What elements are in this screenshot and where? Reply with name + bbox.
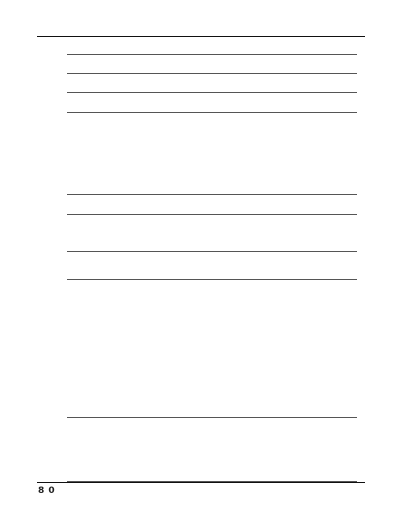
table-row	[67, 214, 357, 224]
table-row	[67, 472, 357, 481]
table-row	[67, 371, 357, 380]
table-row	[67, 380, 357, 389]
table-row	[67, 185, 357, 194]
table-row	[67, 251, 357, 261]
table-row	[67, 224, 357, 233]
table-row	[67, 389, 357, 398]
page-number: 8 0	[38, 486, 56, 496]
table-row	[67, 436, 357, 445]
table-row	[67, 149, 357, 158]
table-row	[67, 233, 357, 242]
table-row	[67, 317, 357, 326]
table-row	[67, 92, 357, 102]
footer-rule	[37, 482, 365, 483]
table-row	[67, 298, 357, 307]
table-row	[67, 270, 357, 279]
table-row	[67, 398, 357, 407]
spec-table	[67, 54, 357, 482]
table-row	[67, 344, 357, 353]
table-row	[67, 102, 357, 111]
table-row	[67, 417, 357, 427]
table-row	[67, 454, 357, 463]
table-row	[67, 194, 357, 204]
table-row	[67, 122, 357, 131]
table-row	[67, 427, 357, 436]
table-row	[67, 83, 357, 92]
table-row	[67, 158, 357, 167]
table-row	[67, 55, 357, 64]
table-row	[67, 335, 357, 344]
table-row	[67, 279, 357, 289]
table-row	[67, 73, 357, 83]
table-row	[67, 167, 357, 176]
table-row	[67, 140, 357, 149]
table-row	[67, 353, 357, 362]
table-row	[67, 131, 357, 140]
table-row	[67, 64, 357, 73]
table-row	[67, 242, 357, 251]
table-row	[67, 112, 357, 122]
table-row	[67, 463, 357, 472]
table-row	[67, 289, 357, 298]
table-row	[67, 308, 357, 317]
table-row	[67, 408, 357, 417]
table-row	[67, 445, 357, 454]
table-row	[67, 326, 357, 335]
table-row	[67, 362, 357, 371]
table-row	[67, 205, 357, 214]
table-row	[67, 176, 357, 185]
header-rule	[37, 36, 365, 37]
table-row	[67, 261, 357, 270]
